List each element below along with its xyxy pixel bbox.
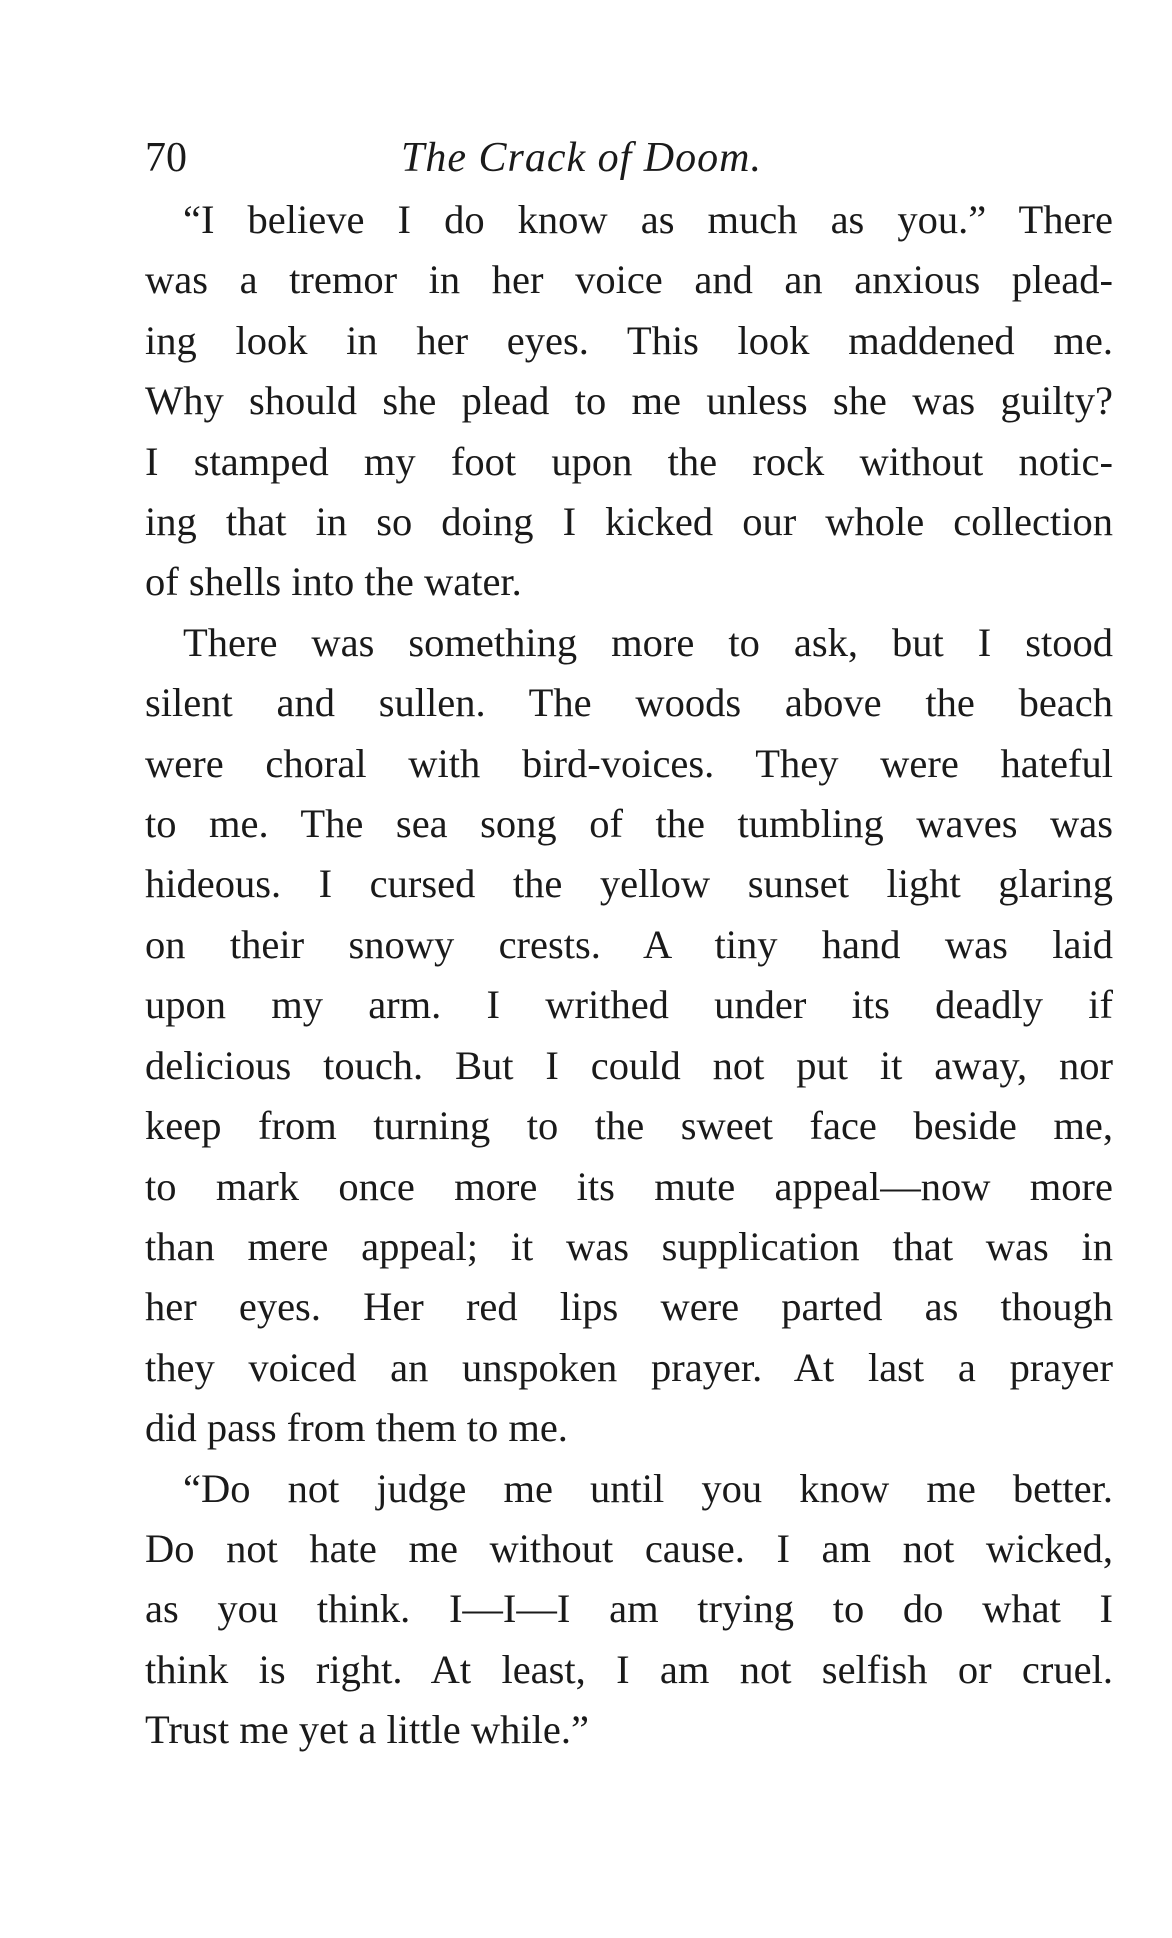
text-line: There was something more to ask, but I stood (183, 619, 1113, 665)
running-title: The Crack of Doom. (401, 135, 762, 181)
text-line: were choral with bird-voices. They were hateful (145, 740, 1113, 786)
paragraph-2 (145, 613, 1113, 1459)
text-line: did pass from them to me. (145, 1405, 568, 1451)
text-line: to mark once more its mute appeal—now more (145, 1163, 1113, 1209)
text-line: ing look in her eyes. This look maddened me. (145, 317, 1113, 363)
text-line: her eyes. Her red lips were parted as though (145, 1284, 1113, 1330)
text-line: I stamped my foot upon the rock without notic- (145, 438, 1113, 484)
text-line: keep from turning to the sweet face beside me, (145, 1103, 1113, 1149)
text-line: think is right. At least, I am not selfish or cruel. (145, 1646, 1113, 1692)
paragraph-1 (145, 190, 1113, 613)
text-line: than mere appeal; it was supplication that was in (145, 1223, 1113, 1269)
text-line: was a tremor in her voice and an anxious plead- (145, 257, 1113, 303)
text-line: silent and sullen. The woods above the beach (145, 680, 1113, 726)
text-line: of shells into the water. (145, 559, 522, 605)
text-line: to me. The sea song of the tumbling waves was (145, 801, 1113, 847)
text-line: Do not hate me without cause. I am not wicked, (145, 1525, 1113, 1571)
text-line: they voiced an unspoken prayer. At last a prayer (145, 1344, 1113, 1390)
book-page (145, 126, 1113, 1761)
page-number: 70 (145, 135, 187, 181)
text-line: on their snowy crests. A tiny hand was laid (145, 921, 1113, 967)
page-header (145, 126, 1113, 190)
text-line: ing that in so doing I kicked our whole collection (145, 499, 1113, 545)
text-line: as you think. I—I—I am trying to do what I (145, 1586, 1113, 1632)
paragraph-3 (145, 1459, 1113, 1761)
text-line: “I believe I do know as much as you.” There (183, 197, 1113, 242)
text-line: delicious touch. But I could not put it away, nor (145, 1042, 1113, 1088)
text-line: upon my arm. I writhed under its deadly if (145, 982, 1113, 1028)
text-line: hideous. I cursed the yellow sunset light glaring (145, 861, 1113, 907)
text-line: “Do not judge me until you know me better. (183, 1465, 1113, 1511)
text-line: Why should she plead to me unless she was guilty? (145, 378, 1113, 424)
text-line: Trust me yet a little while.” (145, 1707, 589, 1753)
